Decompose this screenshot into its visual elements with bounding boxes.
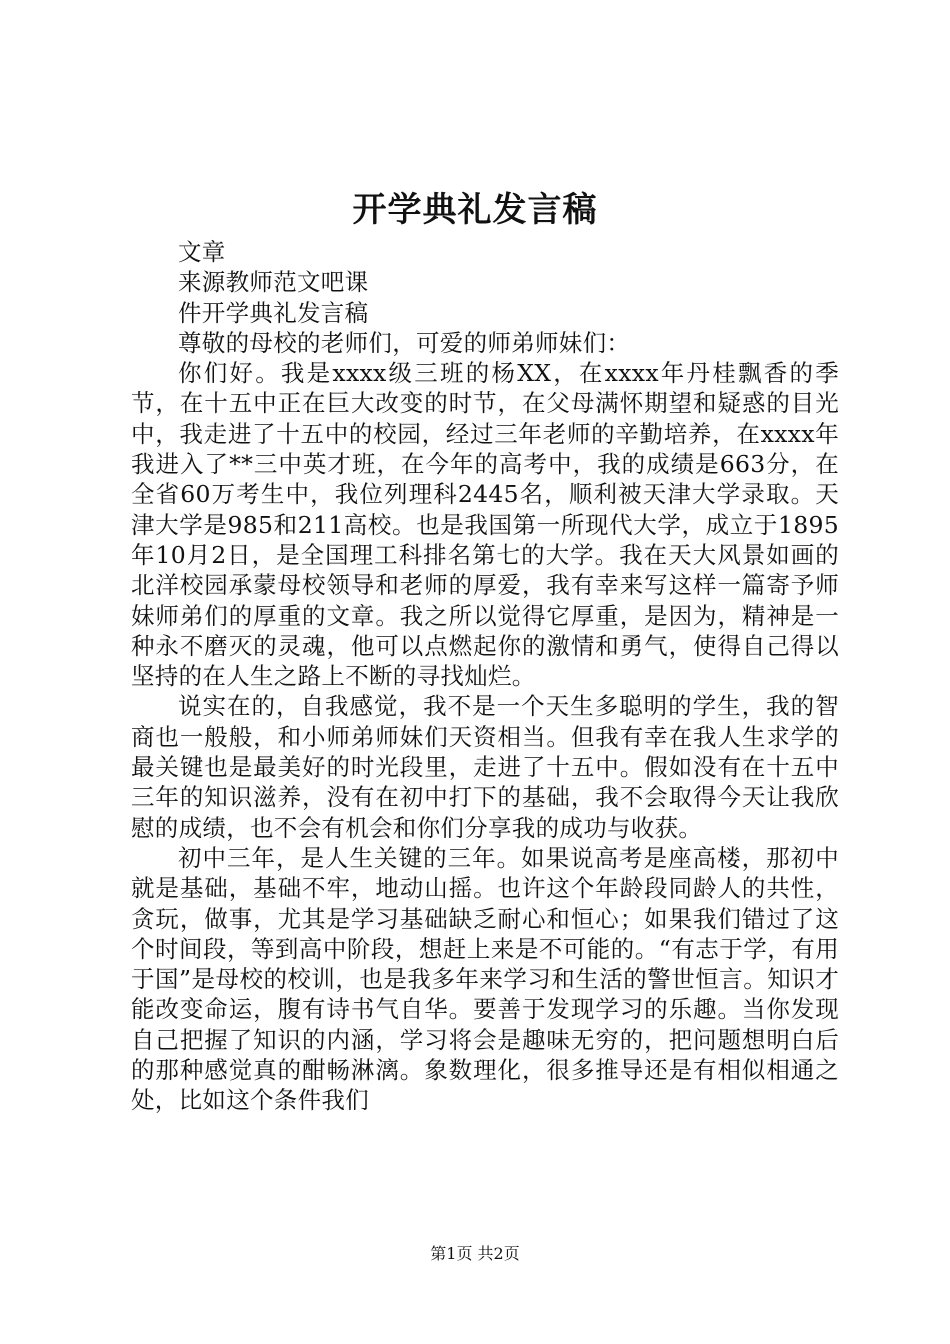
body-paragraph: 件开学典礼发言稿 bbox=[178, 298, 369, 327]
body-paragraph: 你们好。我是xxxx级三班的杨XX，在xxxx年丹桂飘香的季节，在十五中正在巨大改变的时节，在父母满怀期望和疑惑的目光中，我走进了十五中的校园，经过三年老师的辛勤培养，在xxxx年我进入了**三中英才班，在今年的高考中，我的成绩是663分，在全省60万考生中，我位列理科2445名，顺利被天津大学录取。天津大学是985和211高校。也是我国第一所现代大学，成立于1895年10月2日，是全国理工科排名第七的大学。我在天大风景如画的北洋校园承蒙母校领导和老师的厚爱，我有幸来写这样一篇寄予师妹师弟们的厚重的文章。我之所以觉得它厚重，是因为，精神是一种永不磨灭的灵魂，他可以点燃起你的激情和勇气，使得自己得以坚持的在人生之路上不断的寻找灿烂。 bbox=[131, 359, 839, 691]
document-body bbox=[131, 237, 839, 1116]
body-paragraph: 说实在的，自我感觉，我不是一个天生多聪明的学生，我的智商也一般般，和小师弟师妹们天资相当。但我有幸在我人生求学的最关键也是最美好的时光段里，走进了十五中。假如没有在十五中三年的知识滋养，没有在初中打下的基础，我不会取得今天让我欣慰的成绩，也不会有机会和你们分享我的成功与收获。 bbox=[131, 692, 839, 842]
body-paragraph: 文章 bbox=[178, 238, 226, 266]
body-paragraph: 初中三年，是人生关键的三年。如果说高考是座高楼，那初中就是基础，基础不牢，地动山摇。也许这个年龄段同龄人的共性，贪玩，做事，尤其是学习基础缺乏耐心和恒心；如果我们错过了这个时间段，等到高中阶段，想赶上来是不可能的。“有志于学，有用于国”是母校的校训，也是我多年来学习和生活的警世恒言。知识才能改变命运，腹有诗书气自华。要善于发现学习的乐趣。当你发现自己把握了知识的内涵，学习将会是趣味无穷的，把问题想明白后的那种感觉真的酣畅淋漓。象数理化，很多推导还是有相似相通之处，比如这个条件我们 bbox=[131, 843, 839, 1115]
document-title: 开学典礼发言稿 bbox=[352, 190, 598, 230]
salutation: 尊敬的母校的老师们，可爱的师弟师妹们： bbox=[178, 328, 631, 357]
page-number: 第1页 共2页 bbox=[430, 1244, 520, 1263]
body-paragraph: 来源教师范文吧课 bbox=[178, 268, 369, 297]
